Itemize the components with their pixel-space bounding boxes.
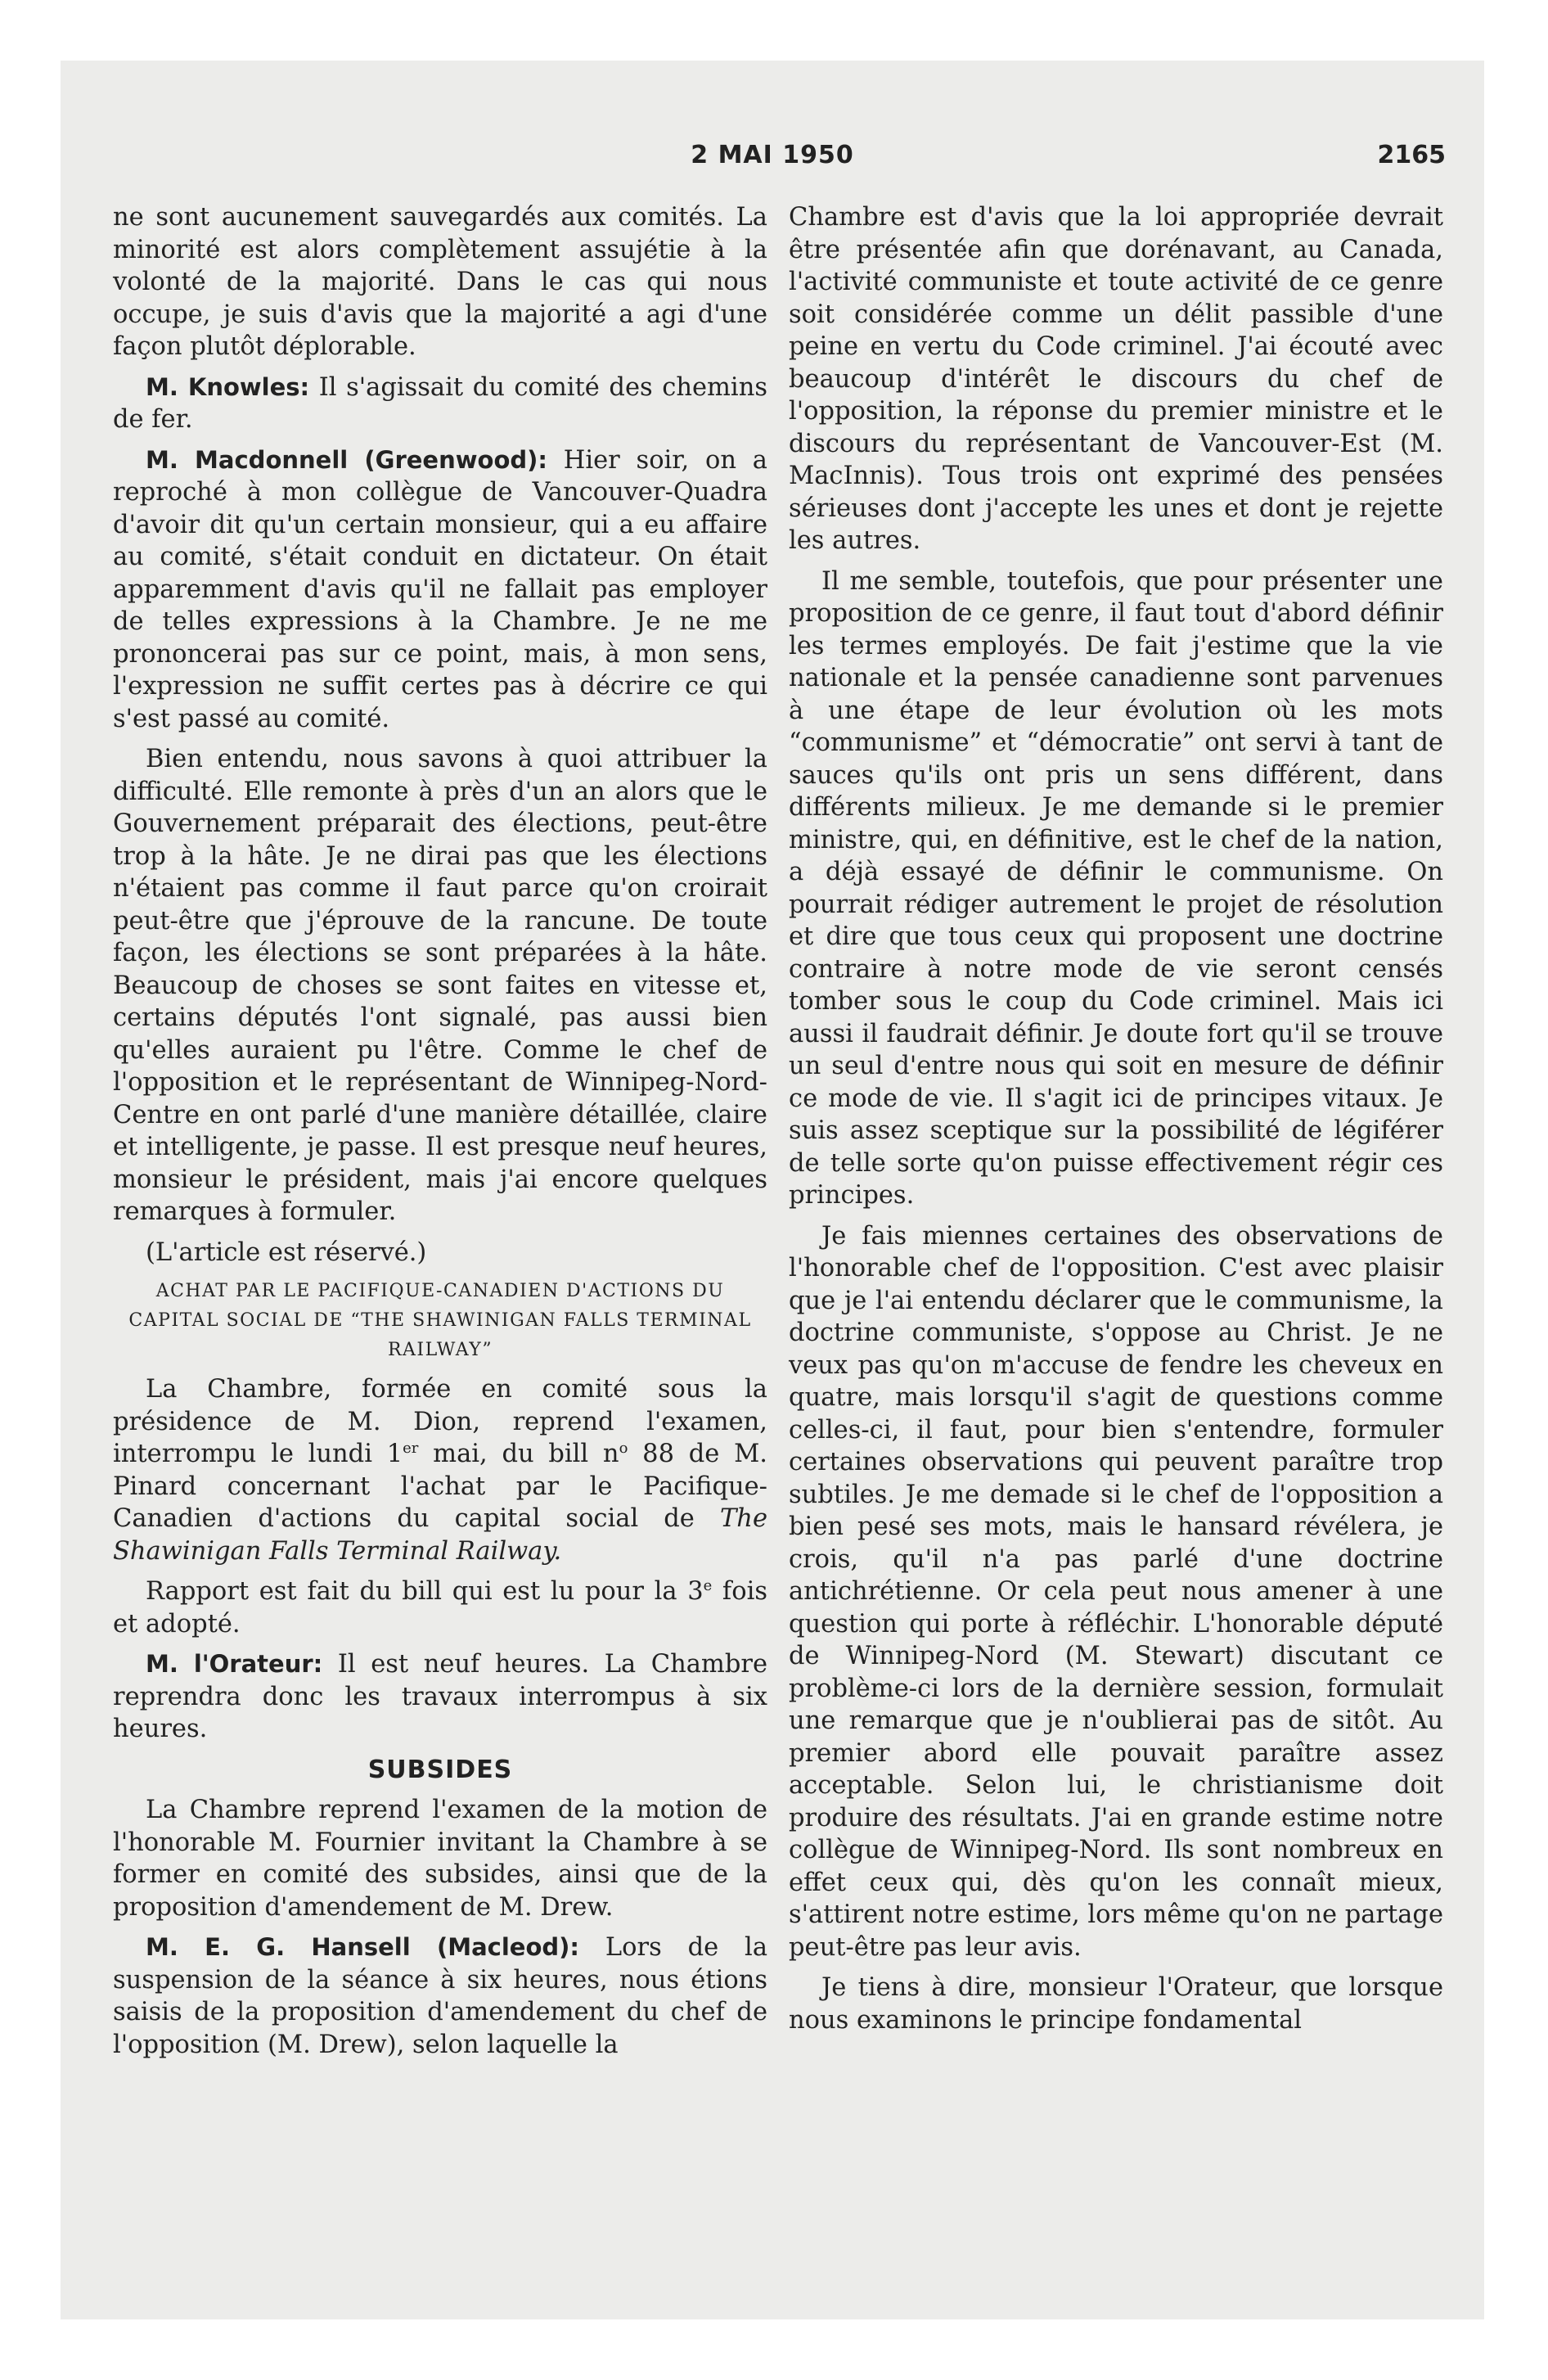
paragraph: ne sont aucunement sauvegardés aux comités. La minorité est alors complètement assujétie à la volonté de la majorité. Dans le cas qui nous occupe, je suis d'avis que la majorité a agi d'une façon plutôt déplorable. (113, 203, 767, 361)
text-run: Rapport est fait du bill qui est lu pour la 3 (146, 1577, 704, 1606)
paragraph (113, 1575, 767, 1640)
paragraph (113, 1373, 767, 1567)
speech-text: Lors de la suspension de la séance à six heures, nous étions saisis de la proposition d'amendement du chef de l'opposition (M. Drew), selon laquelle la (113, 1933, 767, 2059)
speech-orateur (113, 1648, 767, 1746)
text-run: mai, du bill n (418, 1440, 619, 1468)
page-header (61, 141, 1484, 190)
speech-knowles (113, 372, 767, 436)
speaker-name: M. Knowles: (146, 372, 310, 401)
text-run: fois et adopté. (113, 1577, 767, 1639)
superscript: e (703, 1576, 713, 1594)
speaker-name: M. Macdonnell (Greenwood): (146, 445, 547, 474)
paragraph: Il me semble, toutefois, que pour présenter une proposition de ce genre, il faut tout d'abord définir les termes employés. De fait j'estime que la vie nationale et la pensée canadienne sont parvenues à une étape de leur évolution où les mots “communisme” et “démocratie” ont servi à tant de sauces qu'ils ont pris un sens différent, dans différents milieux. Je me demande si le premier ministre, qui, en définitive, est le chef de la nation, a déjà essayé de définir le communisme. On pourrait rédiger autrement le projet de résolution et dire que tous ceux qui proposent une doctrine contraire à notre mode de vie seront censés tomber sous le coup du Code criminel. Mais ici aussi il faudrait définir. Je doute fort qu'il se trouve un seul d'entre nous qui soit en mesure de définir ce mode de vie. Il s'agit ici de principes vitaux. Je suis assez sceptique sur la possibilité de légiférer de telle sorte qu'on puisse effectivement régir ces principes. (789, 566, 1443, 1210)
procedural-note: (L'article est réservé.) (146, 1237, 427, 1267)
speech-hansell (113, 1931, 767, 2061)
speaker-name: M. E. G. Hansell (Macleod): (146, 1933, 579, 1961)
section-heading: ACHAT PAR LE PACIFIQUE-CANADIEN D'ACTIONS DU CAPITAL SOCIAL DE “THE SHAWINIGAN FALLS TERMINAL RAILWAY” (128, 1281, 752, 1360)
paragraph: Je tiens à dire, monsieur l'Orateur, que lorsque nous examinons le principe fondamental (789, 1973, 1443, 2035)
page-date: 2 MAI 1950 (691, 141, 854, 169)
page-sheet (61, 61, 1484, 2319)
speech-macdonnell (113, 444, 767, 736)
speaker-name: M. l'Orateur: (146, 1650, 323, 1678)
right-column (789, 201, 1443, 2044)
paragraph: Je fais miennes certaines des observations de l'honorable chef de l'opposition. C'est avec plaisir que je l'ai entendu déclarer que le communisme, la doctrine communiste, s'oppose au Christ. Je ne veux pas qu'on m'accuse de fendre les cheveux en quatre, mais lorsqu'il s'agit de questions comme celles-ci, il faut, pour bien s'entendre, formuler certaines observations qui peuvent paraître trop subtiles. Je me demade si le chef de l'opposition a bien pesé ses mots, mais le hansard révélera, je crois, qu'il n'a pas parlé d'une doctrine antichrétienne. Or cela peut nous amener à une question qui porte à réfléchir. L'honorable député de Winnipeg-Nord (M. Stewart) discutant ce problème-ci lors de la dernière session, formulait une remarque que je n'oublierai pas de sitôt. Au premier abord elle pouvait paraître assez acceptable. Selon lui, le christianisme doit produire des résultats. J'ai en grande estime notre collègue de Winnipeg-Nord. Ils sont nombreux en effet ceux qui, dès qu'on les connaît mieux, s'attirent notre estime, lors même qu'on ne partage peut-être pas leur avis. (789, 1221, 1443, 1962)
page-number: 2165 (1377, 141, 1446, 169)
paragraph: Chambre est d'avis que la loi appropriée devrait être présentée afin que dorénavant, au Canada, l'activité communiste et toute activité de ce genre soit considérée comme un délit passible d'une peine en vertu du Code criminel. J'ai écouté avec beaucoup d'intérêt le discours du chef de l'opposition, la réponse du premier ministre et le discours du représentant de Vancouver-Est (M. MacInnis). Tous trois ont exprimé des pensées sérieuses dont j'accepte les unes et dont je rejette les autres. (789, 203, 1443, 555)
section-title: SUBSIDES (367, 1755, 513, 1784)
paragraph: La Chambre reprend l'examen de la motion de l'honorable M. Fournier invitant la Chambre à se former en comité des subsides, ainsi que de la proposition d'amendement de M. Drew. (113, 1796, 767, 1922)
speech-text: Hier soir, on a reproché à mon collègue de Vancouver-Quadra d'avoir dit qu'un certain monsieur, qui a eu affaire au comité, s'était conduit en dictateur. On était apparemment d'avis qu'il ne fallait pas employer de telles expressions à la Chambre. Je ne me prononcerai pas sur ce point, mais, à mon sens, l'expression ne suffit certes pas à décrire ce qui s'est passé au comité. (113, 445, 767, 733)
left-column (113, 201, 767, 2069)
speech-text: Il est neuf heures. La Chambre reprendra donc les travaux interrompus à six heures. (113, 1650, 768, 1743)
speech-text: Il s'agissait du comité des chemins de fer. (113, 372, 767, 434)
superscript: er (403, 1439, 419, 1457)
text-run: 88 de M. Pinard concernant l'achat par le Pacifique-Canadien d'actions du capital social de (113, 1440, 767, 1533)
paragraph: Bien entendu, nous savons à quoi attribuer la difficulté. Elle remonte à près d'un an alors que le Gouvernement préparait des élections, peut-être trop à la hâte. Je ne dirai pas que les élections n'étaient pas comme il faut parce qu'on croirait peut-être que j'éprouve de la rancune. De toute façon, les élections se sont préparées à la hâte. Beaucoup de choses se sont faites en vitesse et, certains députés l'ont signalé, pas aussi bien qu'elles auraient pu l'être. Comme le chef de l'opposition et le représentant de Winnipeg-Nord-Centre en ont parlé d'une manière détaillée, claire et intelligente, je passe. Il est presque neuf heures, monsieur le président, mais j'ai encore quelques remarques à formuler. (113, 745, 767, 1226)
italic-title: The Shawinigan Falls Terminal Railway. (113, 1504, 767, 1566)
superscript: o (619, 1439, 628, 1457)
text-run: La Chambre, formée en comité sous la présidence de M. Dion, reprend l'examen, interrompu le lundi 1 (113, 1375, 767, 1468)
